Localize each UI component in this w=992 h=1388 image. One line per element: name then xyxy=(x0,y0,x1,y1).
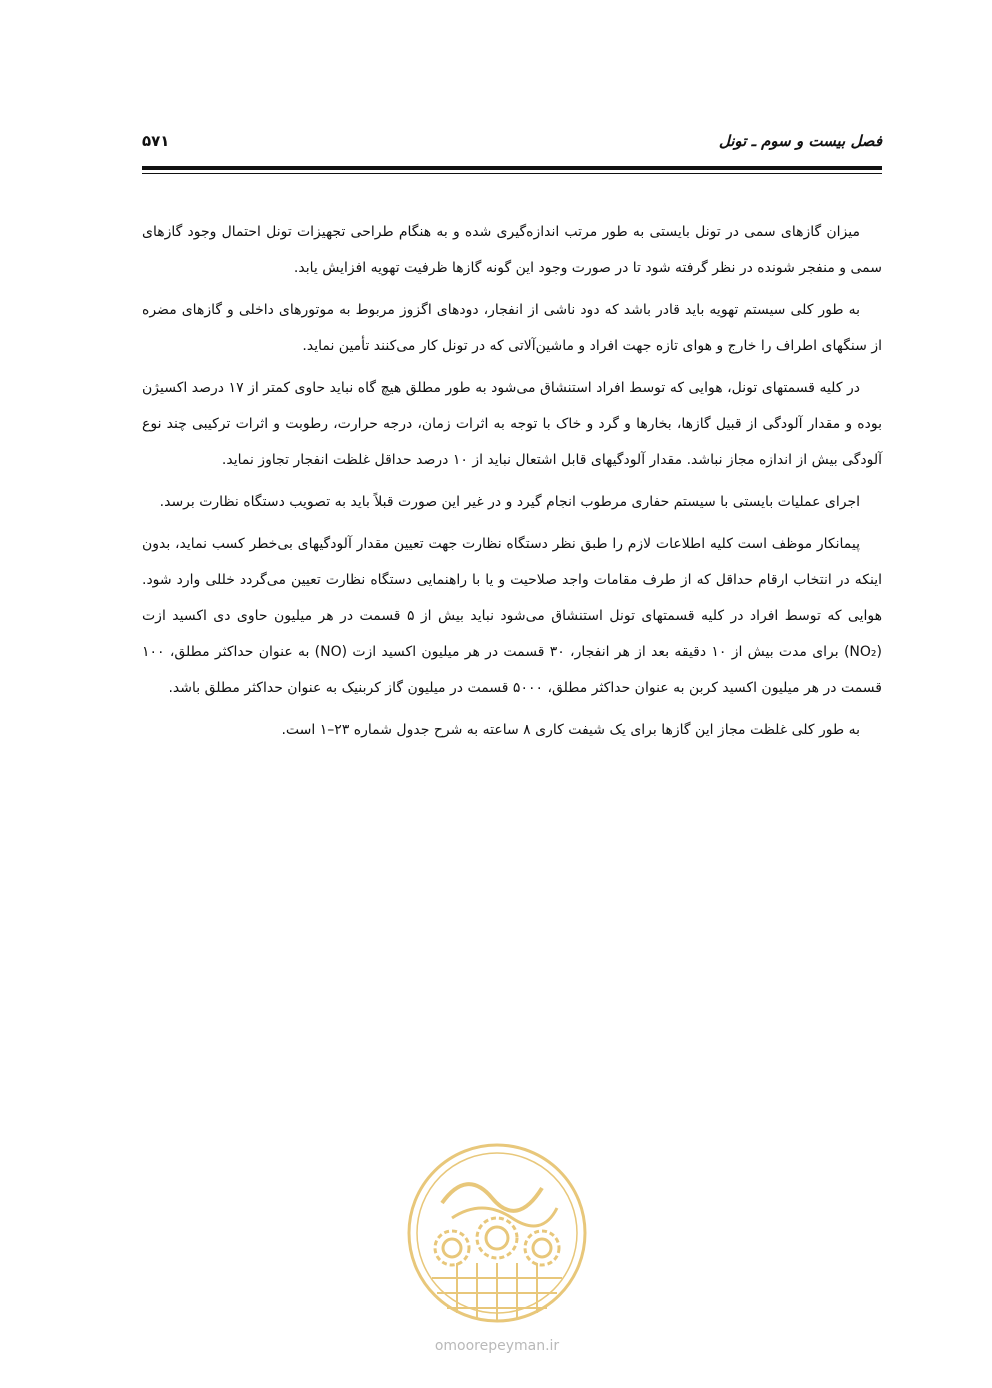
paragraph: در کلیه قسمتهای تونل، هوایی که توسط افراد استنشاق می‌شود به طور مطلق هیچ گاه نباید حاوی کمتر از ۱۷ درصد اکسیژن بوده و مقدار آلودگی از قبیل گازها، بخارها و گرد و خاک با توجه به اثرات زمان، درجه حرارت، رطوبت و اثرات ترکیبی چند نوع آلودگی بیش از اندازه مجاز نباشد. مقدار آلودگیهای قابل اشتعال نباید از ۱۰ درصد حداقل غلظت انفجار تجاوز نماید. xyxy=(142,380,882,468)
chapter-title: فصل بیست و سوم ـ تونل xyxy=(718,132,882,150)
paragraph: اجرای عملیات بایستی با سیستم حفاری مرطوب انجام گیرد و در غیر این صورت قبلاً باید به تصویب دستگاه نظارت برسد. xyxy=(159,494,860,510)
paragraph: پیمانکار موظف است کلیه اطلاعات لازم را طبق نظر دستگاه نظارت جهت تعیین مقدار آلودگیهای بی‌خطر کسب نماید، بدون اینکه در انتخاب ارقام حداقل که از طرف مقامات واجد صلاحیت و یا با راهنمایی دستگاه نظارت تعیین می‌گردد خللی وارد شود. هوایی که توسط افراد در کلیه قسمتهای تونل استنشاق می‌شود نباید بیش از ۵ قسمت در هر میلیون حاوی دی اکسید ازت (NO₂) برای مدت بیش از ۱۰ دقیقه بعد از هر انفجار، ۳۰ قسمت در هر میلیون اکسید ازت (NO) به عنوان حداکثر مطلق، ۱۰۰ قسمت در هر میلیون اکسید کربن به عنوان حداکثر مطلق، ۵۰۰۰ قسمت در میلیون گاز کربنیک به عنوان حداکثر مطلق باشد. xyxy=(142,536,882,696)
paragraph: به طور کلی سیستم تهویه باید قادر باشد که دود ناشی از انفجار، دودهای اگزوز مربوط به موتورهای داخلی و گازهای مضره از سنگهای اطراف را خارج و هوای تازه جهت افراد و ماشین‌آلاتی که در تونل کار می‌کنند تأمین نماید. xyxy=(142,302,882,354)
page-number: ۵۷۱ xyxy=(142,132,170,150)
paragraph: میزان گازهای سمی در تونل بایستی به طور مرتب اندازه‌گیری شده و به هنگام طراحی تجهیزات تونل احتمال وجود گازهای سمی و منفجر شونده در نظر گرفته شود تا در صورت وجود این گونه گازها ظرفیت تهویه افزایش یابد. xyxy=(142,224,882,276)
header-rule-thick xyxy=(142,166,882,170)
paragraph: به طور کلی غلظت مجاز این گازها برای یک شیفت کاری ۸ ساعته به شرح جدول شماره ۲۳–۱ است. xyxy=(281,722,860,738)
watermark-logo xyxy=(392,1128,602,1368)
page-header xyxy=(142,128,882,160)
watermark-caption: omoorepeyman.ir xyxy=(434,1338,560,1354)
header-rule-thin xyxy=(142,173,882,174)
body-text xyxy=(142,214,882,754)
seal-icon xyxy=(392,1128,602,1338)
